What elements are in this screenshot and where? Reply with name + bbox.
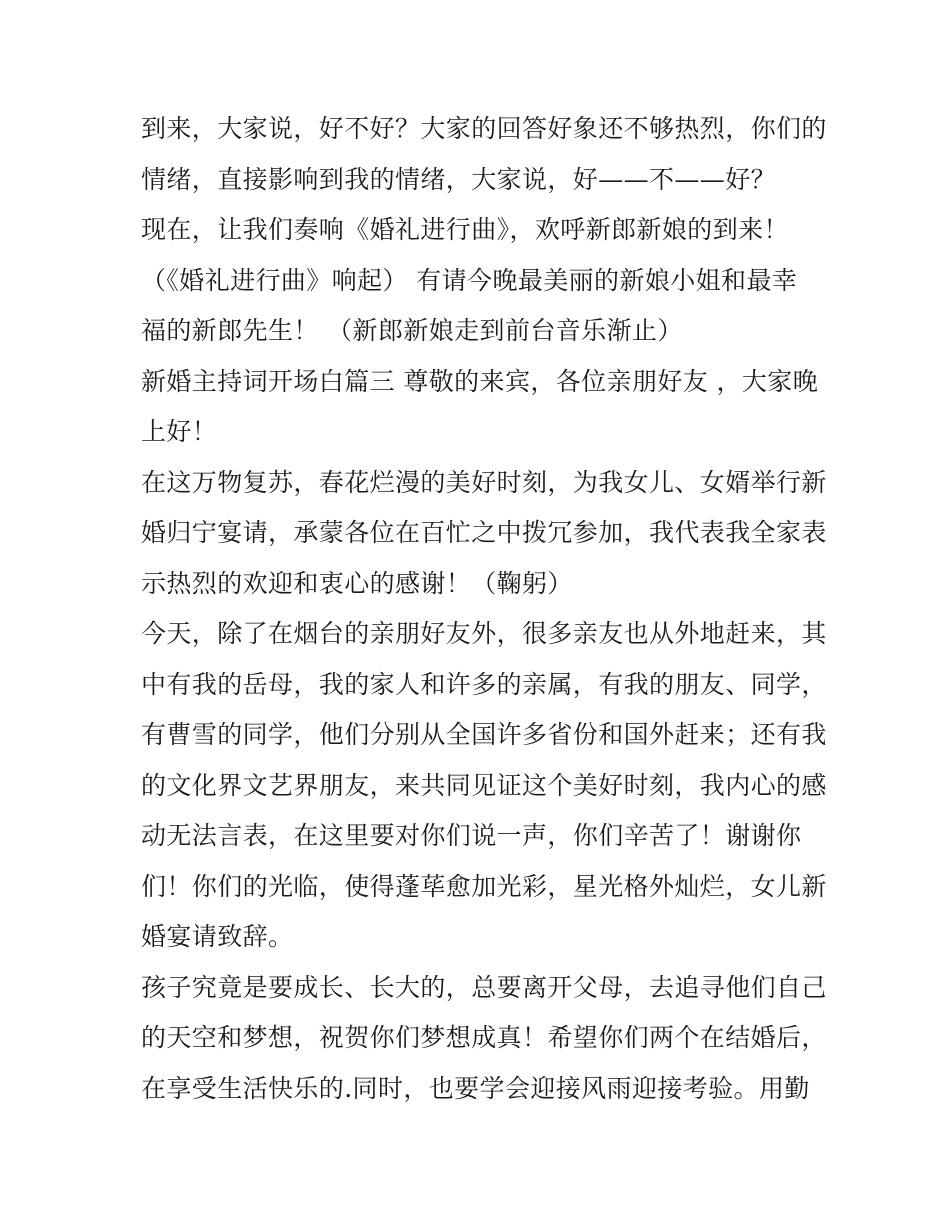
document-body bbox=[141, 104, 827, 1114]
text-line: 中有我的岳母，我的家人和许多的亲属，有我的朋友、同学， bbox=[141, 669, 827, 699]
text-line: （《婚礼进行曲》响起） 有请今晚最美丽的新娘小姐和最幸 bbox=[141, 265, 798, 295]
text-line: 现在，让我们奏响《婚礼进行曲》，欢呼新郎新娘的到来！ bbox=[141, 215, 789, 244]
text-line: 的天空和梦想，祝贺你们梦想成真！希望你们两个在结婚后， bbox=[141, 1023, 827, 1052]
text-line: 情绪，直接影响到我的情绪，大家说，好——不——好？ bbox=[141, 164, 777, 194]
text-line: 在这万物复苏，春花烂漫的美好时刻，为我女儿、女婿举行新 bbox=[141, 467, 827, 497]
text-line: 在享受生活快乐的.同时，也要学会迎接风雨迎接考验。用勤 bbox=[141, 1073, 810, 1103]
text-line: 动无法言表，在这里要对你们说一声，你们辛苦了！谢谢你 bbox=[141, 821, 802, 850]
text-line: 的文化界文艺界朋友，来共同见证这个美好时刻，我内心的感 bbox=[141, 770, 827, 800]
text-line: 新婚主持词开场白篇三 尊敬的来宾，各位亲朋好友 ，大家晚 bbox=[141, 366, 819, 396]
text-line: 婚归宁宴请，承蒙各位在百忙之中拨冗参加，我代表我全家表 bbox=[141, 518, 827, 547]
text-line: 有曹雪的同学，他们分别从全国许多省份和国外赶来；还有我 bbox=[141, 720, 827, 749]
text-line: 到来，大家说，好不好？大家的回答好象还不够热烈，你们的 bbox=[141, 114, 827, 143]
text-line: 上好！ bbox=[141, 417, 218, 446]
text-line: 孩子究竟是要成长、长大的，总要离开父母，去追寻他们自己 bbox=[141, 972, 827, 1002]
text-line: 们！你们的光临，使得蓬荜愈加光彩，星光格外灿烂，女儿新 bbox=[141, 871, 827, 901]
text-line: 婚宴请致辞。 bbox=[141, 922, 294, 951]
text-line: 示热烈的欢迎和衷心的感谢！（鞠躬） bbox=[141, 568, 573, 598]
text-line: 今天，除了在烟台的亲朋好友外，很多亲友也从外地赶来，其 bbox=[141, 619, 827, 648]
text-line: 福的新郎先生！ （新郎新娘走到前台音乐渐止） bbox=[141, 316, 683, 345]
